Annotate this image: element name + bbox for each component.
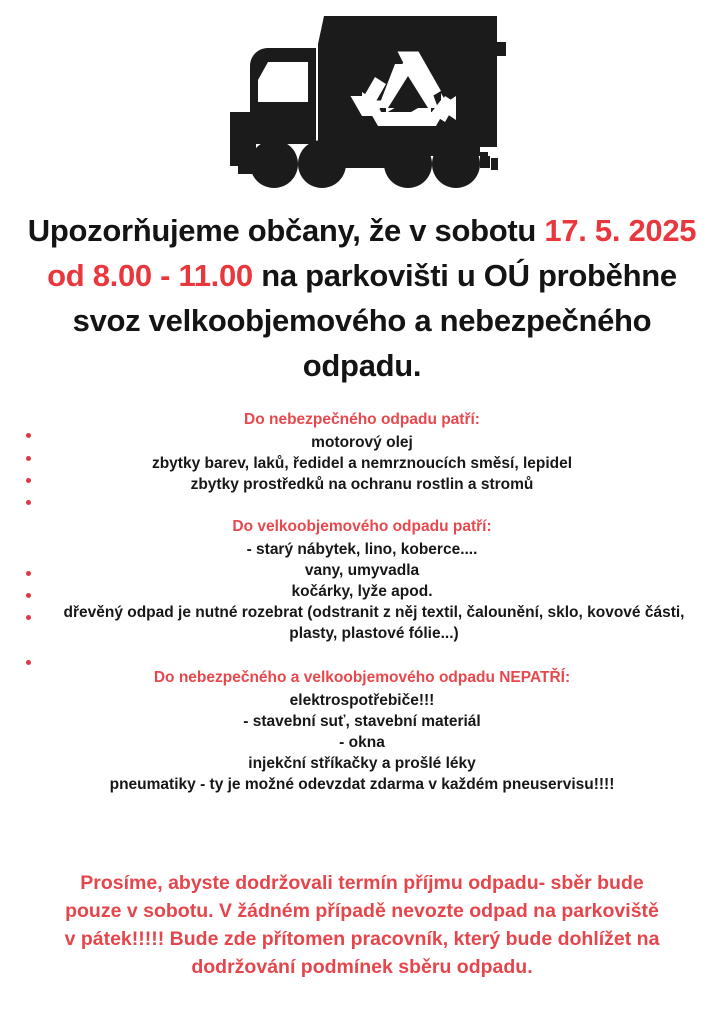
waste-item: dřevěný odpad je nutné rozebrat (odstranit z něj textil, čalounění, sklo, kovové části, plasty, plastové fólie...) [63, 604, 685, 642]
waste-item: pneumatiky - ty je možné odevzdat zdarma v každém pneuservisu!!!! [109, 776, 615, 793]
headline-part-1: Upozorňujeme občany, že v sobotu [27, 213, 537, 248]
section-heading: Do nebezpečného a velkoobjemového odpadu NEPATŘÍ: [153, 669, 571, 686]
waste-categories [0, 410, 724, 795]
bullet-marker [26, 660, 31, 665]
section-bulky-waste [0, 517, 724, 644]
section-not-accepted-waste [0, 668, 724, 795]
waste-item: kočárky, lyže apod. [291, 583, 433, 600]
waste-item: elektrospotřebiče!!! [289, 692, 435, 709]
section-hazardous-waste [0, 410, 724, 495]
bullet-marker [26, 500, 31, 505]
section-heading: Do nebezpečného odpadu patří: [244, 411, 480, 428]
headline-part-2: na parkovišti u OÚ proběhne svoz velkoobjemového a nebezpečného odpadu. [72, 258, 677, 383]
waste-item: zbytky barev, laků, ředidel a nemrznoucích směsí, lepidel [151, 455, 573, 472]
headline-date-time: 17. 5. 2025 od 8.00 - 11.00 [47, 213, 697, 293]
waste-item: - starý nábytek, lino, koberce.... [246, 541, 478, 558]
garbage-truck-illustration [0, 0, 724, 200]
waste-item: - okna [339, 734, 385, 751]
waste-item: motorový olej [311, 434, 413, 451]
section-heading: Do velkoobjemového odpadu patří: [232, 518, 492, 535]
garbage-truck-recycling-icon [212, 4, 512, 192]
waste-item: - stavební suť, stavební materiál [243, 713, 481, 730]
closing-instructions: Prosíme, abyste dodržovali termín příjmu odpadu- sběr bude pouze v sobotu. V žádném případě nevozte odpad na parkoviště v pátek!!!!! Bude zde přítomen pracovník, který bude dohlížet na dodržování podmínek sběru odpadu. [64, 872, 660, 978]
waste-item: zbytky prostředků na ochranu rostlin a stromů [190, 476, 534, 493]
waste-item: vany, umyvadla [304, 562, 420, 579]
waste-item: injekční stříkačky a prošlé léky [248, 755, 476, 772]
page-title [14, 208, 710, 388]
